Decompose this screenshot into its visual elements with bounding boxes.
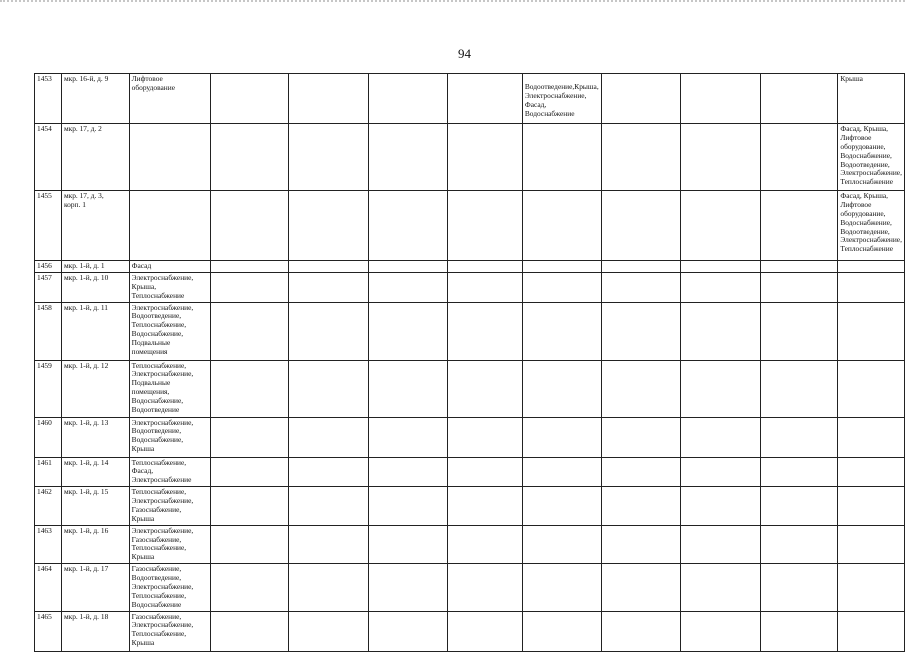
- page-number: 94: [458, 46, 471, 61]
- row-number-text: 1454: [37, 124, 52, 133]
- empty-cell: [210, 261, 289, 273]
- address-cell: [61, 360, 129, 417]
- empty-cell: [601, 564, 681, 611]
- works-cell: [129, 417, 210, 457]
- empty-cell: [368, 611, 448, 651]
- empty-cell: [601, 360, 681, 417]
- address-cell: [61, 74, 129, 124]
- works-period-cell: [522, 191, 601, 261]
- empty-cell: [210, 417, 289, 457]
- table-row: [35, 191, 905, 261]
- works-cell-text: Электроснабжение, Водоотведение, Водоснабжение, Крыша: [131, 417, 194, 454]
- empty-cell: [760, 417, 838, 457]
- empty-cell: [448, 564, 523, 611]
- empty-cell: [368, 272, 448, 302]
- address-cell-text: мкр. 16-й, д. 9: [63, 74, 109, 83]
- empty-cell: [601, 74, 681, 124]
- empty-cell: [601, 611, 681, 651]
- table-row: [35, 417, 905, 457]
- table-row: [35, 261, 905, 273]
- empty-cell: [210, 191, 289, 261]
- empty-cell: [210, 564, 289, 611]
- works-cell-text: Фасад: [131, 261, 152, 270]
- works-cell: [129, 487, 210, 526]
- table-row: [35, 564, 905, 611]
- works-cell-text: Электроснабжение, Газоснабжение, Теплоснабжение, Крыша: [131, 525, 194, 562]
- empty-cell: [210, 124, 289, 191]
- works-period-cell: [838, 272, 905, 302]
- empty-cell: [368, 191, 448, 261]
- table-row: [35, 302, 905, 360]
- empty-cell: [601, 261, 681, 273]
- works-period-cell: [522, 525, 601, 564]
- address-cell-text: мкр. 1-й, д. 13: [63, 417, 109, 427]
- address-cell-text: мкр. 17, д. 3, корп. 1: [63, 191, 104, 209]
- empty-cell: [368, 564, 448, 611]
- empty-cell: [448, 457, 523, 487]
- empty-cell: [601, 124, 681, 191]
- works-period-cell: [838, 457, 905, 487]
- row-number-text: 1461: [37, 457, 52, 467]
- row-number: [35, 124, 62, 191]
- works-period-cell-text: Крыша: [840, 74, 863, 83]
- empty-cell: [289, 611, 369, 651]
- empty-cell: [760, 360, 838, 417]
- works-period-cell-text: Фасад, Крыша, Лифтовое оборудование, Водоснабжение, Водоотведение, Электроснабжение, Теплоснабжение: [840, 124, 902, 187]
- works-period-cell: [522, 487, 601, 526]
- empty-cell: [289, 457, 369, 487]
- address-cell-text: мкр. 1-й, д. 12: [63, 360, 109, 370]
- empty-cell: [210, 525, 289, 564]
- address-cell: [61, 261, 129, 273]
- empty-cell: [681, 302, 761, 360]
- empty-cell: [289, 360, 369, 417]
- empty-cell: [760, 564, 838, 611]
- empty-cell: [210, 611, 289, 651]
- works-cell: [129, 272, 210, 302]
- address-cell: [61, 191, 129, 261]
- empty-cell: [210, 74, 289, 124]
- works-period-cell: [522, 564, 601, 611]
- row-number-text: 1464: [37, 564, 52, 574]
- row-number-text: 1453: [37, 74, 52, 83]
- works-period-cell: [838, 525, 905, 564]
- empty-cell: [601, 191, 681, 261]
- empty-cell: [289, 191, 369, 261]
- empty-cell: [760, 525, 838, 564]
- empty-cell: [448, 74, 523, 124]
- empty-cell: [448, 272, 523, 302]
- address-cell-text: мкр. 1-й, д. 10: [63, 272, 109, 282]
- row-number-text: 1456: [37, 261, 52, 270]
- works-period-cell: [838, 261, 905, 273]
- address-cell: [61, 124, 129, 191]
- address-cell-text: мкр. 1-й, д. 18: [63, 611, 109, 621]
- works-cell-text: Теплоснабжение, Электроснабжение, Газоснабжение, Крыша: [131, 487, 194, 523]
- empty-cell: [681, 457, 761, 487]
- works-cell: [129, 360, 210, 417]
- row-number-text: 1463: [37, 525, 52, 535]
- empty-cell: [289, 261, 369, 273]
- address-cell-text: мкр. 1-й, д. 11: [63, 302, 108, 312]
- works-cell-text: Газоснабжение, Электроснабжение, Теплоснабжение, Крыша: [131, 611, 194, 648]
- repair-schedule-table: [34, 73, 905, 652]
- table-row: [35, 457, 905, 487]
- row-number: [35, 261, 62, 273]
- empty-cell: [210, 302, 289, 360]
- empty-cell: [760, 487, 838, 526]
- row-number: [35, 191, 62, 261]
- empty-cell: [681, 261, 761, 273]
- empty-cell: [289, 272, 369, 302]
- empty-cell: [289, 525, 369, 564]
- works-period-cell: [838, 611, 905, 651]
- works-period-cell: [522, 74, 601, 124]
- works-period-cell: [522, 360, 601, 417]
- works-period-cell-text: Водоотведение,Крыша, Электроснабжение, Фасад, Водоснабжение: [524, 82, 599, 118]
- address-cell: [61, 564, 129, 611]
- works-cell-text: Теплоснабжение, Фасад, Электроснабжение: [131, 457, 192, 485]
- address-cell: [61, 272, 129, 302]
- works-period-cell: [838, 191, 905, 261]
- table-row: [35, 74, 905, 124]
- empty-cell: [289, 74, 369, 124]
- empty-cell: [448, 487, 523, 526]
- empty-cell: [681, 564, 761, 611]
- works-cell-text: Электроснабжение, Водоотведение, Теплоснабжение, Водоснабжение, Подвальные помещения: [131, 302, 194, 356]
- works-period-cell: [838, 302, 905, 360]
- empty-cell: [368, 261, 448, 273]
- empty-cell: [760, 124, 838, 191]
- row-number: [35, 525, 62, 564]
- row-number: [35, 360, 62, 417]
- row-number: [35, 611, 62, 651]
- row-number: [35, 564, 62, 611]
- empty-cell: [210, 360, 289, 417]
- works-period-cell: [522, 611, 601, 651]
- empty-cell: [448, 417, 523, 457]
- empty-cell: [601, 525, 681, 564]
- empty-cell: [760, 302, 838, 360]
- works-period-cell: [838, 124, 905, 191]
- empty-cell: [368, 457, 448, 487]
- empty-cell: [601, 302, 681, 360]
- empty-cell: [601, 272, 681, 302]
- works-period-cell: [838, 360, 905, 417]
- address-cell: [61, 417, 129, 457]
- empty-cell: [448, 302, 523, 360]
- empty-cell: [681, 360, 761, 417]
- row-number-text: 1457: [37, 272, 52, 282]
- empty-cell: [368, 487, 448, 526]
- works-period-cell: [838, 74, 905, 124]
- empty-cell: [289, 124, 369, 191]
- works-cell-text: Теплоснабжение, Электроснабжение, Подвальные помещения, Водоснабжение, Водоотведение: [131, 360, 194, 414]
- works-period-cell: [522, 272, 601, 302]
- works-cell-text: Газоснабжение, Водоотведение, Электроснабжение, Теплоснабжение, Водоснабжение: [131, 564, 194, 609]
- table-row: [35, 611, 905, 651]
- empty-cell: [760, 457, 838, 487]
- works-cell: [129, 74, 210, 124]
- address-cell-text: мкр. 1-й, д. 14: [63, 457, 109, 467]
- works-cell: [129, 564, 210, 611]
- row-number-text: 1462: [37, 487, 52, 497]
- empty-cell: [760, 611, 838, 651]
- empty-cell: [368, 302, 448, 360]
- empty-cell: [601, 457, 681, 487]
- empty-cell: [760, 74, 838, 124]
- works-cell-text: Электроснабжение, Крыша, Теплоснабжение: [131, 272, 194, 300]
- table-row: [35, 272, 905, 302]
- table-row: [35, 124, 905, 191]
- empty-cell: [210, 272, 289, 302]
- works-cell: [129, 611, 210, 651]
- empty-cell: [448, 191, 523, 261]
- works-cell: [129, 191, 210, 261]
- address-cell-text: мкр. 1-й, д. 15: [63, 487, 109, 497]
- address-cell-text: мкр. 1-й, д. 17: [63, 564, 109, 574]
- works-period-cell: [522, 261, 601, 273]
- address-cell: [61, 611, 129, 651]
- scan-artifact-line: [0, 0, 905, 10]
- row-number: [35, 74, 62, 124]
- empty-cell: [760, 191, 838, 261]
- empty-cell: [448, 261, 523, 273]
- empty-cell: [681, 525, 761, 564]
- empty-cell: [368, 417, 448, 457]
- row-number: [35, 302, 62, 360]
- empty-cell: [760, 272, 838, 302]
- empty-cell: [448, 124, 523, 191]
- address-cell: [61, 457, 129, 487]
- row-number: [35, 457, 62, 487]
- works-period-cell: [522, 417, 601, 457]
- empty-cell: [681, 191, 761, 261]
- address-cell: [61, 487, 129, 526]
- row-number-text: 1460: [37, 417, 52, 427]
- address-cell-text: мкр. 1-й, д. 16: [63, 525, 109, 535]
- empty-cell: [681, 487, 761, 526]
- empty-cell: [681, 272, 761, 302]
- empty-cell: [289, 564, 369, 611]
- empty-cell: [681, 611, 761, 651]
- works-period-cell: [522, 124, 601, 191]
- empty-cell: [681, 124, 761, 191]
- works-cell: [129, 302, 210, 360]
- empty-cell: [448, 360, 523, 417]
- works-period-cell: [522, 302, 601, 360]
- row-number: [35, 487, 62, 526]
- works-cell-text: Лифтовое оборудование: [131, 74, 175, 92]
- empty-cell: [368, 525, 448, 564]
- table-row: [35, 525, 905, 564]
- table-row: [35, 360, 905, 417]
- address-cell-text: мкр. 1-й, д. 1: [63, 261, 105, 270]
- empty-cell: [601, 417, 681, 457]
- table-row: [35, 487, 905, 526]
- row-number-text: 1465: [37, 611, 52, 621]
- empty-cell: [760, 261, 838, 273]
- empty-cell: [448, 611, 523, 651]
- row-number-text: 1458: [37, 302, 52, 312]
- works-cell: [129, 124, 210, 191]
- empty-cell: [368, 360, 448, 417]
- empty-cell: [289, 487, 369, 526]
- row-number-text: 1455: [37, 191, 52, 200]
- row-number: [35, 272, 62, 302]
- works-period-cell: [838, 564, 905, 611]
- works-cell: [129, 261, 210, 273]
- works-period-cell-text: Фасад, Крыша, Лифтовое оборудование, Водоснабжение, Водоотведение, Электроснабжение, Теплоснабжение: [840, 191, 902, 254]
- empty-cell: [368, 74, 448, 124]
- empty-cell: [210, 487, 289, 526]
- empty-cell: [448, 525, 523, 564]
- empty-cell: [289, 417, 369, 457]
- works-cell: [129, 525, 210, 564]
- works-period-cell: [838, 487, 905, 526]
- empty-cell: [681, 417, 761, 457]
- empty-cell: [681, 74, 761, 124]
- row-number: [35, 417, 62, 457]
- address-cell: [61, 525, 129, 564]
- works-cell: [129, 457, 210, 487]
- empty-cell: [210, 457, 289, 487]
- works-period-cell: [522, 457, 601, 487]
- empty-cell: [601, 487, 681, 526]
- works-period-cell: [838, 417, 905, 457]
- row-number-text: 1459: [37, 360, 52, 370]
- address-cell-text: мкр. 17, д. 2: [63, 124, 102, 133]
- address-cell: [61, 302, 129, 360]
- empty-cell: [368, 124, 448, 191]
- empty-cell: [289, 302, 369, 360]
